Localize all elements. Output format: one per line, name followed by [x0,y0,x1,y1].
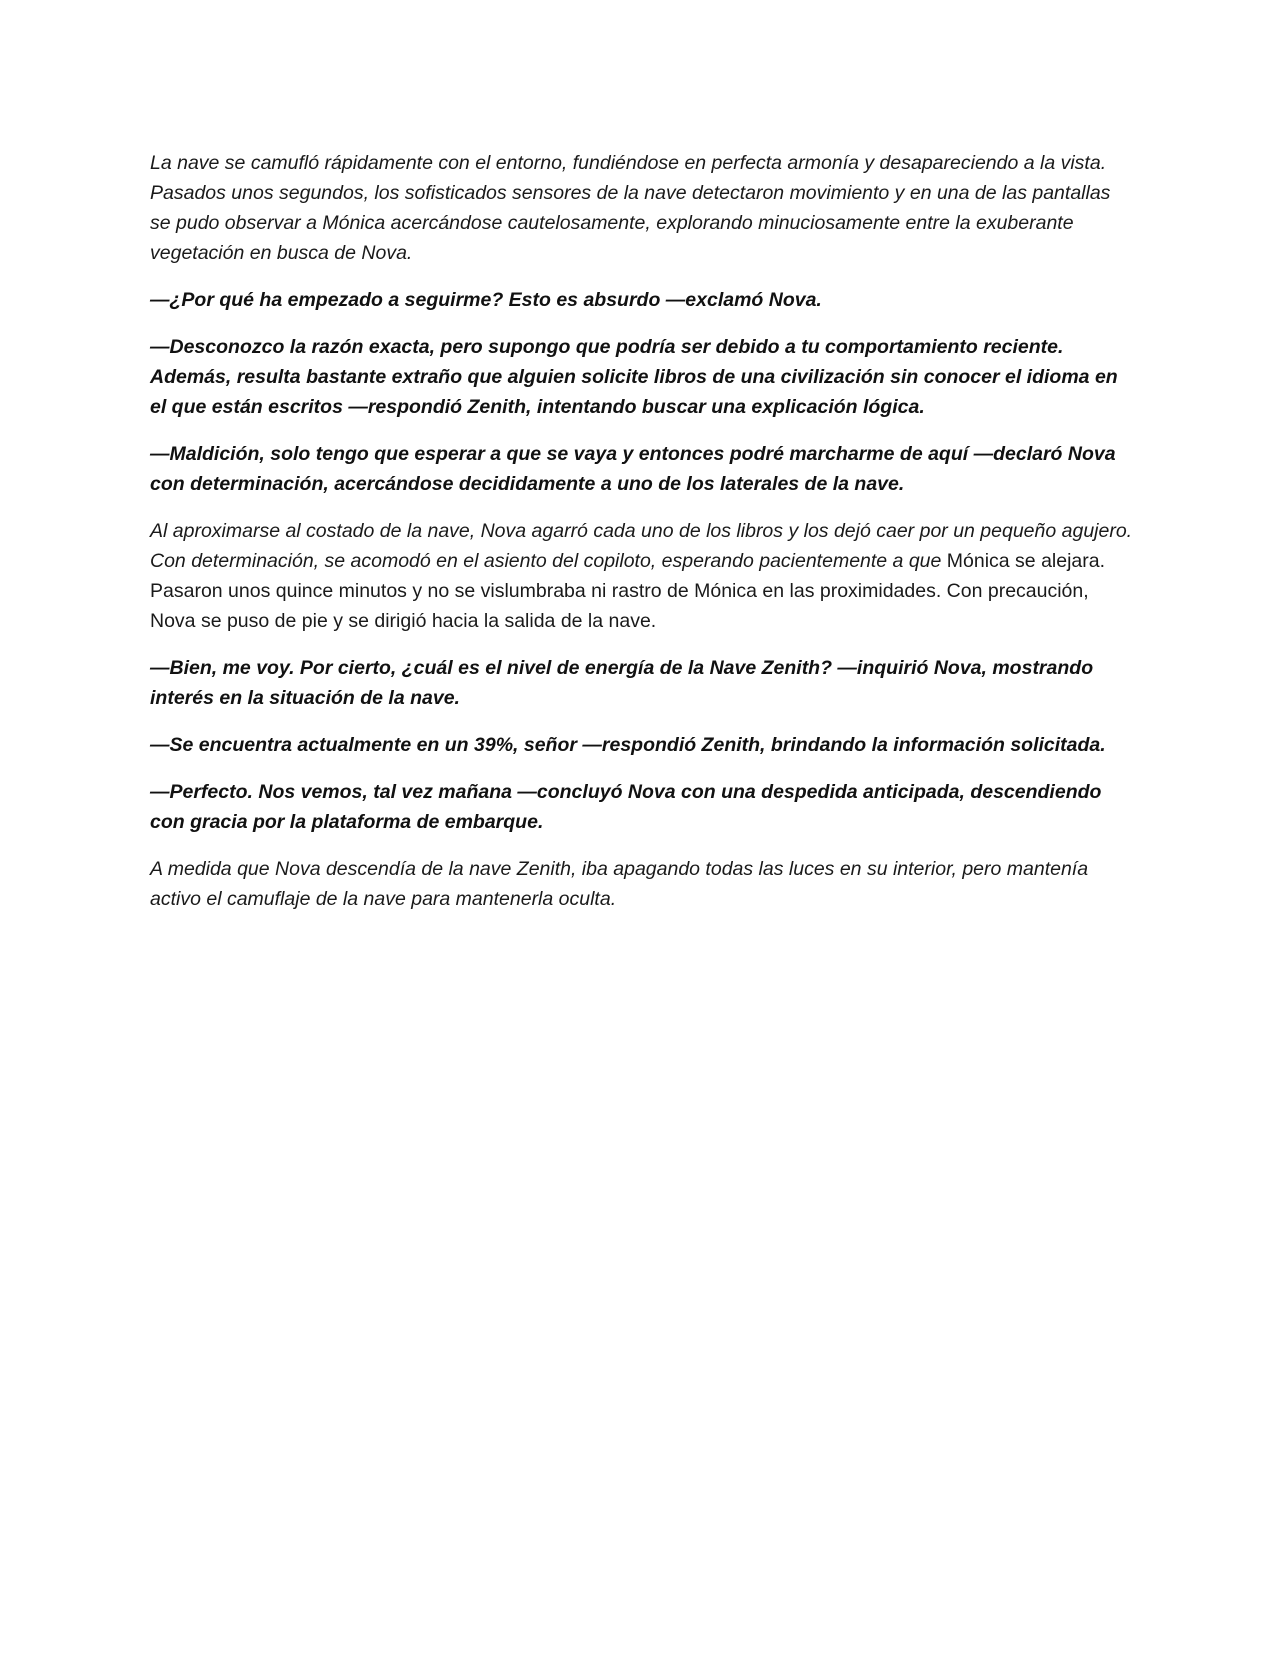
narration-paragraph: A medida que Nova descendía de la nave Zenith, iba apagando todas las luces en su interior, pero mantenía activo el camuflaje de la nave para mantenerla oculta. [150,858,1089,910]
dialogue-paragraph: —¿Por qué ha empezado a seguirme? Esto es absurdo —exclamó Nova. [150,289,822,311]
narration-paragraph [150,516,1135,636]
dialogue-paragraph: —Bien, me voy. Por cierto, ¿cuál es el nivel de energía de la Nave Zenith? —inquirió Nova, mostrando interés en la situación de la nave. [150,657,1094,709]
dialogue-paragraph: —Perfecto. Nos vemos, tal vez mañana —concluyó Nova con una despedida anticipada, descendiendo con gracia por la plataforma de embarque. [150,781,1102,833]
narration-regular-text: Mónica se alejara. Pasaron unos quince minutos y no se vislumbraba ni rastro de Mónica en las proximidades. Con precaución, Nova se puso de pie y se dirigió hacia la salida de la nave. [150,550,1106,632]
narration-paragraph: La nave se camufló rápidamente con el entorno, fundiéndose en perfecta armonía y desapareciendo a la vista. Pasados unos segundos, los sofisticados sensores de la nave detectaron movimiento y en una de las pantallas se pudo observar a Mónica acercándose cautelosamente, explorando minuciosamente entre la exuberante vegetación en busca de Nova. [150,152,1111,264]
dialogue-paragraph: —Maldición, solo tengo que esperar a que se vaya y entonces podré marcharme de aquí —declaró Nova con determinación, acercándose decididamente a uno de los laterales de la nave. [150,443,1116,495]
document-body [150,148,1135,931]
dialogue-paragraph: —Desconozco la razón exacta, pero supongo que podría ser debido a tu comportamiento reciente. Además, resulta bastante extraño que alguien solicite libros de una civilización sin conocer el idioma en el que están escritos —respondió Zenith, intentando buscar una explicación lógica. [150,336,1118,418]
dialogue-paragraph: —Se encuentra actualmente en un 39%, señor —respondió Zenith, brindando la información solicitada. [150,734,1106,756]
narration-italic-text: Al aproximarse al costado de la nave, Nova agarró cada uno de los libros y los dejó caer por un pequeño agujero. Con determinación, se acomodó en el asiento del copiloto, esperando pacientemente a que [150,520,1133,572]
